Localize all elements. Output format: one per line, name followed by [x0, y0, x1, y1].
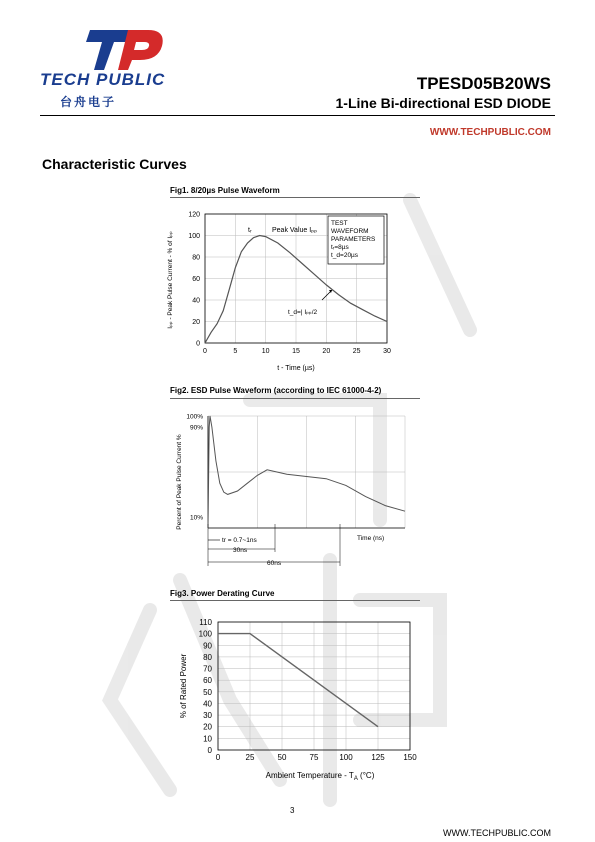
fig2-caption-rule: [170, 398, 420, 399]
fig1-tr-annotation: tᵣ: [248, 227, 252, 234]
fig1-test-line-4: tᵣ=8µs: [331, 244, 349, 251]
fig1-y-tick-label: 80: [192, 254, 200, 262]
fig1-test-line-1: TEST: [331, 220, 348, 227]
fig3-tick-labels: [199, 618, 418, 762]
fig1-x-tick-label: 30: [383, 348, 391, 355]
fig3-y-tick-label: 30: [203, 711, 212, 721]
header-divider: [40, 115, 555, 116]
fig3-x-axis-label: Ambient Temperature - $T_A$ (°C): [265, 771, 375, 782]
fig1-test-line-5: t_d=20µs: [331, 252, 359, 259]
fig2-30ns-label: 30ns: [233, 547, 248, 554]
header-website-link[interactable]: WWW.TECHPUBLIC.COM: [429, 127, 551, 138]
fig2-y-tick-label: 10%: [189, 514, 203, 522]
fig1-chart: [160, 200, 420, 380]
fig2-y-tick-label: 100%: [186, 413, 203, 421]
fig2-caption: Fig2. ESD Pulse Waveform (according to IEC 61000-4-2): [170, 386, 382, 395]
fig2-x-axis-label: Time (ns): [357, 535, 385, 542]
fig1-x-tick-label: 25: [352, 348, 361, 355]
fig1-td-annotation: t_d=| Iₚₚ/2: [288, 309, 318, 316]
fig1-y-axis-label: Iₚₚ - Peak Pulse Current - % of Iₚₚ: [167, 231, 174, 329]
fig3-chart: [170, 612, 430, 787]
fig3-y-tick-label: 70: [203, 664, 212, 674]
fig1-x-tick-label: 20: [322, 348, 331, 355]
fig3-x-tick-label: 75: [309, 753, 319, 762]
fig3-y-axis-label: % of Rated Power: [179, 653, 188, 719]
fig3-y-tick-label: 90: [203, 641, 212, 651]
fig3-caption-rule: [170, 600, 420, 601]
footer-website-link[interactable]: WWW.TECHPUBLIC.COM: [443, 828, 551, 838]
brand-name: TECH PUBLIC: [40, 70, 166, 89]
page-number: 3: [290, 806, 295, 815]
fig1-y-tick-label: 0: [196, 340, 200, 348]
fig3-y-tick-label: 0: [207, 746, 212, 755]
fig3-y-tick-label: 80: [203, 652, 212, 662]
fig3-y-tick-label: 20: [203, 722, 212, 732]
fig1-y-tick-label: 120: [188, 211, 200, 219]
fig1-test-line-2: WAVEFORM: [331, 228, 369, 235]
fig1-y-tick-label: 40: [192, 297, 200, 305]
fig3-x-tick-label: 150: [403, 753, 417, 762]
fig1-caption: Fig1. 8/20µs Pulse Waveform: [170, 186, 280, 195]
fig1-x-axis-label: t - Time (µs): [277, 365, 315, 372]
fig1-x-tick-label: 5: [233, 348, 238, 355]
fig3-y-tick-label: 50: [203, 687, 212, 697]
fig1-test-line-3: PARAMETERS: [331, 236, 376, 243]
fig1-x-tick-label: 10: [261, 348, 270, 355]
fig2-chart: [165, 402, 415, 572]
fig2-tick-labels: [186, 414, 203, 522]
fig3-y-tick-label: 100: [198, 629, 212, 639]
fig3-y-tick-label: 10: [203, 734, 212, 744]
fig3-x-tick-label: 100: [339, 753, 353, 762]
fig3-x-tick-label: 25: [245, 753, 255, 762]
part-number: TPESD05B20WS: [416, 74, 551, 93]
fig1-x-tick-label: 15: [292, 348, 300, 355]
fig3-x-tick-label: 50: [277, 753, 287, 762]
fig3-y-tick-label: 60: [203, 676, 212, 686]
fig2-grid: [208, 416, 405, 528]
fig1-peak-annotation: Peak Value Iₚₚ: [272, 227, 318, 234]
fig1-caption-rule: [170, 197, 420, 198]
fig1-y-tick-label: 100: [188, 233, 200, 240]
fig3-x-tick-label: 0: [215, 753, 221, 762]
fig3-x-tick-label: 125: [371, 753, 385, 762]
fig3-y-tick-label: 40: [203, 699, 212, 709]
fig2-60ns-label: 60ns: [267, 560, 282, 567]
brand-chinese-name: 台舟电子: [60, 95, 117, 109]
fig2-tr-label: tr = 0.7~1ns: [222, 537, 257, 544]
fig1-x-tick-label: 0: [203, 348, 207, 355]
fig3-grid: [218, 622, 410, 750]
part-description: 1-Line Bi-directional ESD DIODE: [335, 95, 551, 111]
fig1-y-tick-label: 20: [192, 319, 200, 326]
section-title: Characteristic Curves: [42, 156, 187, 172]
fig3-y-tick-label: 110: [199, 618, 212, 627]
fig2-y-tick-label: 90%: [189, 424, 203, 432]
fig2-y-axis-label: Percent of Peak Pulse Current %: [176, 434, 183, 530]
fig3-caption: Fig3. Power Derating Curve: [170, 589, 275, 598]
fig1-y-tick-label: 60: [192, 276, 200, 283]
